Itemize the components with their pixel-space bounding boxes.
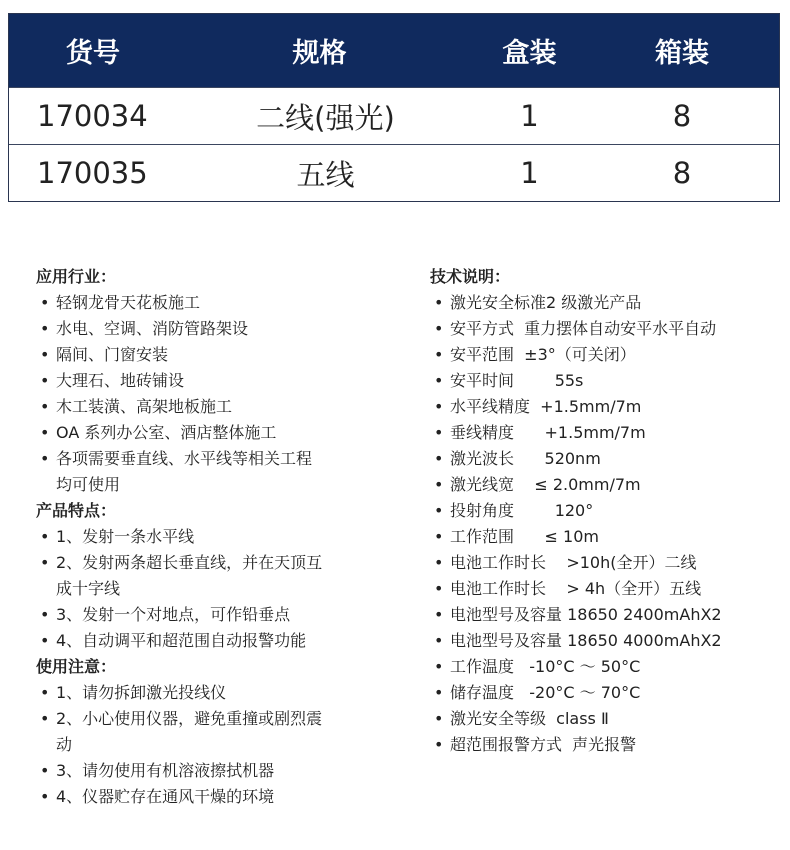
list-item-text: 1、请勿拆卸激光投线仪	[56, 683, 227, 702]
bullet-icon: •	[434, 449, 444, 468]
specs-title: 技术说明：	[430, 267, 511, 286]
bullet-icon: •	[434, 293, 444, 312]
bullet-icon: •	[40, 631, 50, 650]
bullet-icon: •	[434, 527, 444, 546]
list-item	[430, 576, 780, 602]
list-item	[430, 420, 780, 446]
list-item-text: 投射角度 120°	[450, 501, 594, 520]
industry-title: 应用行业：	[36, 267, 117, 286]
list-item	[430, 628, 780, 654]
list-item	[430, 654, 780, 680]
list-item-text: 激光安全等级 class Ⅱ	[450, 709, 609, 728]
list-item-text: 4、仪器贮存在通风干燥的环境	[56, 787, 275, 806]
specs-list	[430, 290, 780, 758]
bullet-icon: •	[434, 345, 444, 364]
bullet-icon: •	[40, 527, 50, 546]
industry-list	[36, 290, 376, 498]
header-box: 盒装	[502, 38, 557, 69]
bullet-icon: •	[40, 605, 50, 624]
list-item	[36, 550, 376, 602]
bullet-icon: •	[40, 345, 50, 364]
list-item-text: 安平方式 重力摆体自动安平水平自动	[450, 319, 717, 338]
list-item	[36, 784, 376, 810]
list-item	[430, 602, 780, 628]
list-item-text: 轻钢龙骨天花板施工	[56, 293, 201, 312]
bullet-icon: •	[434, 579, 444, 598]
left-column	[36, 264, 376, 810]
list-item-text: 各项需要垂直线、水平线等相关工程 均可使用	[56, 449, 313, 494]
features-title: 产品特点：	[36, 501, 117, 520]
list-item	[430, 706, 780, 732]
list-item	[36, 316, 376, 342]
bullet-icon: •	[40, 293, 50, 312]
table-row	[9, 87, 779, 144]
list-item-text: 安平范围 ±3°（可关闭）	[450, 345, 636, 364]
row-code: 170034	[37, 99, 148, 133]
row-carton: 8	[672, 156, 692, 190]
product-table	[8, 13, 780, 202]
list-item	[430, 368, 780, 394]
list-item	[36, 446, 376, 498]
bullet-icon: •	[434, 553, 444, 572]
header-carton: 箱装	[655, 38, 709, 69]
list-item-text: 大理石、地砖铺设	[56, 371, 185, 390]
list-item	[36, 394, 376, 420]
bullet-icon: •	[434, 397, 444, 416]
list-item-text: 水电、空调、消防管路架设	[56, 319, 249, 338]
list-item-text: 安平时间 55s	[450, 371, 584, 390]
bullet-icon: •	[40, 397, 50, 416]
bullet-icon: •	[40, 319, 50, 338]
header-spec: 规格	[292, 38, 347, 69]
list-item-text: 工作温度 -10°C ～ 50°C	[450, 657, 641, 676]
bullet-icon: •	[40, 423, 50, 442]
row-carton: 8	[672, 99, 692, 133]
bullet-icon: •	[40, 787, 50, 806]
list-item	[36, 420, 376, 446]
table-row	[9, 144, 779, 201]
header-code: 货号	[66, 38, 120, 69]
list-item-text: 电池工作时长 >10h(全开）二线	[450, 553, 697, 572]
list-item	[430, 342, 780, 368]
list-item-text: 2、发射两条超长垂直线，并在天顶互 成十字线	[56, 553, 323, 598]
list-item	[430, 316, 780, 342]
list-item-text: 电池型号及容量 18650 4000mAhX2	[450, 631, 722, 650]
bullet-icon: •	[434, 423, 444, 442]
list-item	[430, 290, 780, 316]
list-item	[36, 290, 376, 316]
bullet-icon: •	[434, 709, 444, 728]
row-spec: 二线(强光)	[256, 100, 395, 135]
list-item-text: 水平线精度 +1.5mm/7m	[450, 397, 642, 416]
list-item	[36, 758, 376, 784]
bullet-icon: •	[434, 631, 444, 650]
bullet-icon: •	[434, 735, 444, 754]
bullet-icon: •	[434, 501, 444, 520]
list-item-text: 垂线精度 +1.5mm/7m	[450, 423, 646, 442]
bullet-icon: •	[40, 553, 50, 572]
bullet-icon: •	[40, 709, 50, 728]
list-item-text: 木工装潢、高架地板施工	[56, 397, 233, 416]
list-item	[430, 394, 780, 420]
list-item	[36, 628, 376, 654]
list-item-text: 4、自动调平和超范围自动报警功能	[56, 631, 307, 650]
bullet-icon: •	[434, 657, 444, 676]
list-item-text: 激光安全标准2 级激光产品	[450, 293, 642, 312]
list-item-text: 1、发射一条水平线	[56, 527, 195, 546]
bullet-icon: •	[40, 761, 50, 780]
list-item-text: 激光线宽 ≤ 2.0mm/7m	[450, 475, 641, 494]
list-item	[430, 524, 780, 550]
list-item	[430, 680, 780, 706]
bullet-icon: •	[40, 683, 50, 702]
row-box: 1	[520, 99, 539, 133]
list-item	[36, 680, 376, 706]
list-item-text: 3、发射一个对地点，可作铅垂点	[56, 605, 291, 624]
list-item	[36, 706, 376, 758]
notes-list	[36, 680, 376, 810]
list-item-text: 工作范围 ≤ 10m	[450, 527, 599, 546]
row-spec: 五线	[296, 157, 355, 192]
bullet-icon: •	[434, 371, 444, 390]
list-item-text: 3、请勿使用有机溶液擦拭机器	[56, 761, 275, 780]
list-item	[430, 446, 780, 472]
bullet-icon: •	[434, 605, 444, 624]
list-item-text: 电池工作时长 > 4h（全开）五线	[450, 579, 702, 598]
bullet-icon: •	[40, 449, 50, 468]
list-item	[36, 342, 376, 368]
bullet-icon: •	[434, 319, 444, 338]
list-item	[430, 472, 780, 498]
bullet-icon: •	[434, 475, 444, 494]
table-header	[9, 14, 779, 87]
list-item-text: 储存温度 -20°C ～ 70°C	[450, 683, 641, 702]
list-item-text: 电池型号及容量 18650 2400mAhX2	[450, 605, 722, 624]
list-item	[430, 550, 780, 576]
bullet-icon: •	[40, 371, 50, 390]
row-box: 1	[520, 156, 539, 190]
list-item	[36, 368, 376, 394]
notes-title: 使用注意：	[36, 657, 117, 676]
bullet-icon: •	[434, 683, 444, 702]
row-code: 170035	[37, 156, 148, 190]
right-column	[430, 264, 780, 758]
list-item	[430, 732, 780, 758]
list-item-text: 2、小心使用仪器，避免重撞或剧烈震 动	[56, 709, 323, 754]
list-item	[36, 602, 376, 628]
list-item	[430, 498, 780, 524]
list-item-text: OA 系列办公室、酒店整体施工	[56, 423, 277, 442]
list-item-text: 激光波长 520nm	[450, 449, 601, 468]
list-item-text: 超范围报警方式 声光报警	[450, 735, 637, 754]
list-item-text: 隔间、门窗安装	[56, 345, 169, 364]
list-item	[36, 524, 376, 550]
features-list	[36, 524, 376, 654]
